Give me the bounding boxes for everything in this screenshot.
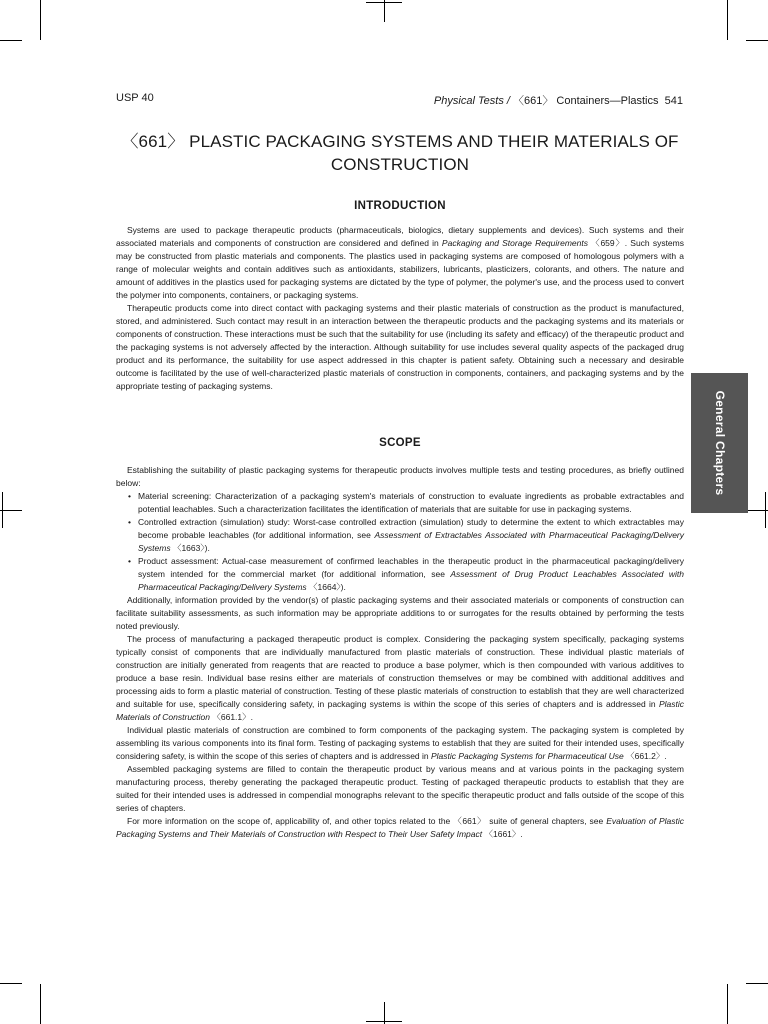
- scope-b3-text: Product assessment: Actual-case measurement of confirmed leachables in the therapeutic product in the pharmaceutical packaging/delivery system intended for the commercial market (for additional information, see: [138, 556, 684, 579]
- crop-mark: [0, 983, 22, 984]
- scope-list-item: [116, 555, 684, 594]
- running-head-chapter: 〈661〉 Containers—Plastics: [513, 95, 659, 107]
- chapter-title: 〈661〉 PLASTIC PACKAGING SYSTEMS AND THEIR MATERIALS OF CONSTRUCTION: [121, 132, 679, 174]
- scope-paragraph-1: Establishing the suitability of plastic packaging systems for therapeutic products involves multiple tests and testing procedures, as briefly outlined below:: [116, 465, 684, 488]
- scope-body: [116, 464, 684, 841]
- running-head: [116, 92, 683, 108]
- crop-mark: [0, 40, 22, 41]
- scope-list-item: • Material screening: Characterization of a packaging system's materials of construction to evaluate ingredients as probable extractables and potential leachables. Such a characterization facilitates the identification of materials that are suitable for use in packaging systems.: [116, 490, 684, 516]
- crop-mark: [366, 1021, 402, 1022]
- scope-p6-text: For more information on the scope of, applicability of, and other topics related to the 〈661〉 suite of general chapters, see: [127, 816, 607, 826]
- crop-mark: [746, 40, 768, 41]
- page-number: 541: [664, 95, 683, 107]
- intro-paragraph-1: [116, 224, 684, 302]
- scope-p3-reference: Plastic Materials of Construction: [116, 699, 684, 722]
- crop-mark: [727, 0, 728, 40]
- scope-p4-text: Individual plastic materials of construction are combined to form components of the packaging system. The packaging system is completed by assembling its various components into its final form. Testing of packaging systems to establish that they are suited for their intended uses, specifically considering safety, is within the scope of this series of chapters and is addressed in: [116, 725, 684, 761]
- intro-p1-text: Systems are used to package therapeutic products (pharmaceuticals, biologics, dietary supplements and devices). Such systems and their associated materials and components of construction are considered and defined in: [116, 225, 684, 248]
- intro-paragraph-2: Therapeutic products come into direct contact with packaging systems and their plastic materials of construction as the product is manufactured, stored, and administered. Such contact may result in an interaction between the therapeutic products and the packaging systems and its materials or components of construction. These interactions must be such that the suitability for use (including its safety and efficacy) of the therapeutic product and the packaging systems is not adversely affected by the interaction. Although suitability for use includes several quality aspects of the packaged drug product and its performance, the suitability for use aspect addressed in this chapter is patient safety. Obtaining such a necessary and desirable outcome is facilitated by the use of well-characterized plastic materials of construction in components, containers, and packaging systems and by the appropriate testing of packaging systems.: [116, 303, 684, 391]
- crop-mark: [746, 983, 768, 984]
- scope-p4-text-end: 〈661.2〉.: [623, 751, 667, 761]
- scope-paragraph-3: [116, 633, 684, 724]
- side-tab-general-chapters: [691, 373, 748, 513]
- running-head-left: USP 40: [116, 92, 154, 104]
- crop-mark: [727, 984, 728, 1024]
- scope-p3-text: The process of manufacturing a packaged therapeutic product is complex. Considering the packaging system specifically, packaging systems typically consist of components that are individually manufactured from plastic materials of construction. These individual plastic materials of construction are initially generated from reagents that are reacted to produce a base polymer, which is then compounded with various additives to produce a base resin. Individual base resins either are materials of construction themselves or may be combined with additional additives and processing aids to form a plastic material of construction. Testing of these plastic materials of construction to establish that they are well characterized and suitable for use, specifically considering safety, in packaging systems is within the scope of this series of chapters and is addressed in: [116, 634, 684, 709]
- running-head-section: Physical Tests /: [433, 95, 510, 107]
- side-tab-label: General Chapters: [712, 390, 727, 496]
- introduction-body: [116, 224, 684, 393]
- intro-p1-reference: Packaging and Storage Requirements: [441, 238, 588, 248]
- scope-paragraph-5: Assembled packaging systems are filled to contain the therapeutic product by various means and at various points in the packaging system manufacturing process, thereby generating the packaged therapeutic product. Testing of packaged therapeutic products to establish that they are suited for their intended uses is addressed in compendial monographs relevant to the specific therapeutic product and falls outside of the scope of this series of chapters.: [116, 764, 684, 813]
- crop-mark: [384, 0, 385, 22]
- scope-p6-text-end: 〈1661〉.: [482, 829, 523, 839]
- heading-introduction: INTRODUCTION: [354, 200, 446, 212]
- heading-scope: SCOPE: [379, 437, 421, 449]
- scope-paragraph-6: [116, 815, 684, 841]
- crop-mark: [366, 2, 402, 3]
- intro-p1-text-end: 〈659〉. Such systems may be constructed from plastic materials and components. The plastics used in packaging systems are composed of homologous polymers with a range of molecular weights and contain additives such as antioxidants, stabilizers, lubricants, plasticizers, colorants, and others. The nature and amount of additives in the plastics used for packaging systems are dictated by the type of polymer, the polymer's use, and the process used to convert the polymer into components, containers, or packaging systems.: [116, 238, 684, 300]
- scope-b3-text-end: 〈1664〉).: [306, 582, 346, 592]
- scope-p3-text-end: 〈661.1〉.: [210, 712, 254, 722]
- crop-mark: [40, 0, 41, 40]
- running-head-right: [434, 92, 683, 108]
- scope-b2-text: Controlled extraction (simulation) study: Worst-case controlled extraction (simulation) study to determine the extent to which extractables may become probable leachables (for additional information, see: [138, 517, 684, 540]
- scope-paragraph-2: Additionally, information provided by the vendor(s) of plastic packaging systems and their associated materials or components of construction can facilitate suitability assessments, as such information may be appropriate additions to or surrogates for the results obtained by performing the tests noted previously.: [116, 595, 684, 631]
- crop-mark: [0, 510, 22, 511]
- scope-p6-reference: Evaluation of Plastic Packaging Systems and Their Materials of Construction with Respect to Their User Safety Impact: [116, 816, 684, 839]
- scope-b3-reference: Assessment of Drug Product Leachables Associated with Pharmaceutical Packaging/Delivery Systems: [138, 569, 684, 592]
- scope-list-item: [116, 516, 684, 555]
- scope-p4-reference: Plastic Packaging Systems for Pharmaceutical Use: [430, 751, 624, 761]
- scope-b2-reference: Assessment of Extractables Associated with Pharmaceutical Packaging/Delivery Systems: [138, 530, 685, 553]
- crop-mark: [746, 510, 768, 511]
- scope-paragraph-4: [116, 724, 684, 763]
- scope-b2-text-end: 〈1663〉).: [170, 543, 210, 553]
- crop-mark: [40, 984, 41, 1024]
- scope-list: [116, 490, 684, 594]
